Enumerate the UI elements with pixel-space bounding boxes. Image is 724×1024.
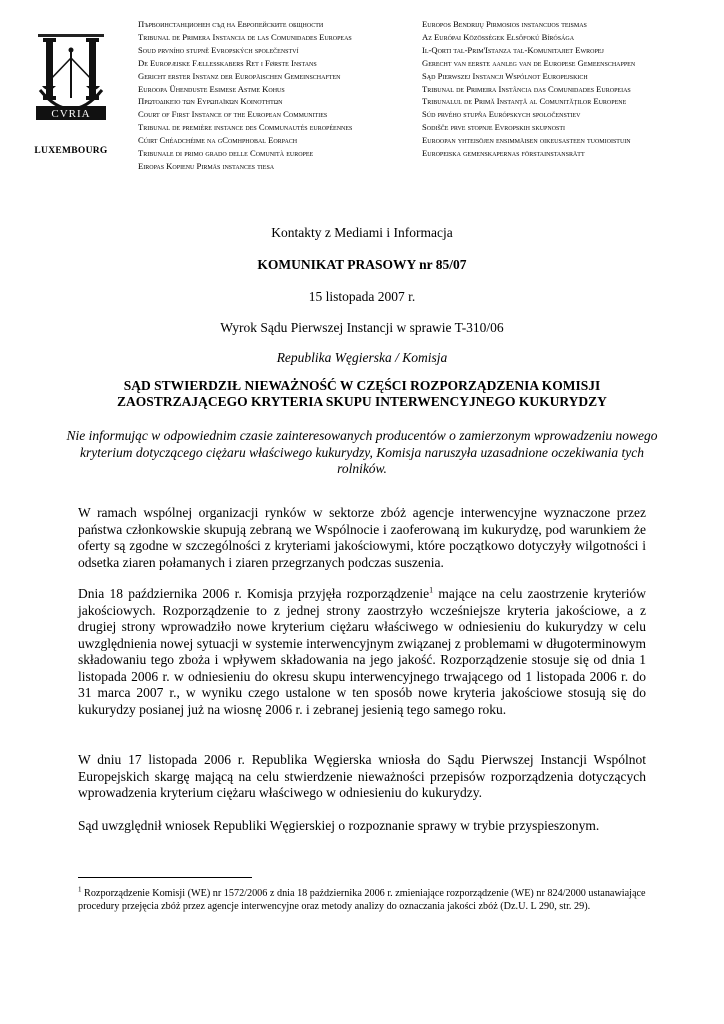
contact-line: Kontakty z Mediami i Informacja	[271, 225, 453, 240]
court-name: Tribunal de Primera Instancia de las Comunidades Europeas	[138, 31, 352, 42]
court-names-left	[138, 18, 352, 173]
case-parties: Republika Węgierska / Komisja	[276, 350, 448, 365]
court-name: Tribunale di primo grado delle Comunità europee	[138, 148, 314, 159]
court-name: Cúirt Chéadchéime na gComhphobal Eorpach	[138, 135, 298, 146]
logo-city: LUXEMBOURG	[34, 146, 108, 156]
court-name: Court of First Instance of the European Communities	[138, 109, 328, 120]
court-logo	[22, 28, 120, 156]
footnote-reference: 1	[429, 585, 434, 595]
headline	[0, 378, 724, 410]
court-name: Súd prvého stupňa Európskych spoločenstiev	[422, 109, 581, 120]
court-name: Πρωτοδικείο των Ευρωπαϊκών Κοινοτήτων	[138, 96, 283, 107]
paragraph-4: Sąd uwzględnił wniosek Republiki Węgierskiej o rozpoznanie sprawy w trybie przyspieszonym.	[78, 818, 600, 833]
release-date: 15 listopada 2007 r.	[308, 289, 416, 304]
court-names-right	[422, 18, 635, 160]
paragraph-1: W ramach wspólnej organizacji rynków w sektorze zbóż agencje interwencyjne wyznaczone przez państwa członkowskie skupują zebraną we Wspólnocie i zaoferowaną im kukurydzę, pod warunkiem że oferty są zgodne w szczególności z kryteriami jakościowymi, które początkowo dotyczyły wilgotności i odsetka ziaren połamanych i ziaren przegrzanych podczas suszenia.	[78, 505, 646, 570]
court-name: Tribunal de première instance des Communautés européennes	[138, 122, 353, 133]
court-name: Gericht erster Instanz der Europäischen Gemeinschaften	[138, 70, 341, 81]
judgment-reference: Wyrok Sądu Pierwszej Instancji w sprawie T-310/06	[220, 320, 504, 335]
court-name: Europeiska gemenskapernas förstainstansrätt	[422, 148, 585, 159]
footnote-number: 1	[78, 885, 82, 894]
paragraph-2	[78, 586, 646, 718]
court-name: Az Európai Közösségek Elsőfokú Bírósága	[422, 31, 575, 42]
court-name: Euroopan yhteisöjen ensimmäisen oikeusasteen tuomioistuin	[422, 135, 631, 146]
footnote-text: Rozporządzenie Komisji (WE) nr 1572/2006 z dnia 18 października 2006 r. zmieniające rozporządzenie (WE) nr 824/2000 ustanawiające procedury przejęcia zbóż przez agencje interwencyjne oraz metody analizy do oznaczania jakości zbóż (Dz.U. L 290, str. 29).	[78, 888, 646, 913]
headline-line: SĄD STWIERDZIŁ NIEWAŻNOŚĆ W CZĘŚCI ROZPORZĄDZENIA KOMISJI	[123, 378, 601, 393]
court-name: De Europæiske Fællesskabers Ret i Første Instans	[138, 57, 317, 68]
court-name: Sąd Pierwszej Instancji Wspólnot Europejskich	[422, 70, 588, 81]
footnote-divider	[78, 877, 252, 878]
curia-emblem-icon	[28, 28, 114, 140]
court-name: Tribunalul de Primă Instanță al Comunităților Europene	[422, 96, 627, 107]
court-name: Eiropas Kopienu Pirmās instances tiesa	[138, 160, 275, 171]
emblem-text: CVRIA	[51, 108, 91, 120]
footnote	[78, 887, 658, 913]
court-name: Tribunal de Primeira Instância das Comunidades Europeias	[422, 83, 631, 94]
press-release-number: KOMUNIKAT PRASOWY nr 85/07	[257, 257, 467, 272]
paragraph-2-text: Dnia 18 października 2006 r. Komisja przyjęła rozporządzenie	[78, 586, 430, 601]
summary: Nie informując w odpowiednim czasie zainteresowanych producentów o zamierzonym wprowadzeniu nowego kryterium dotyczącego ciężaru właściwego kukurydzy, Komisja naruszyła uzasadnione oczekiwania tych rolników.	[66, 428, 658, 476]
court-name: Euroopa Ühenduste Esimese Astme Kohus	[138, 83, 285, 94]
paragraph-2-text: mające na celu zaostrzenie kryteriów jakościowych. Rozporządzenie to z jednej strony zaostrzyło wcześniejsze kryteria jakościowe, a z drugiej strony wprowadziło nowe kryterium ciężaru właściwego w odniesieniu do kukurydzy w celu uwzględnienia nowej sytuacji w systemie interwencyjnym związanej z problemami w długoterminowym składowaniu tego zboża i wpływem składowania na jego jakość. Rozporządzenie stosuje się od dnia 1 listopada 2006 r. w odniesieniu do okresu skupu interwencyjnego trwającego od 1 listopada 2006 r. do 31 marca 2007 r., w wyniku czego ustalone w ten sposób nowe kryteria jakościowe stosują się do kukurydzy posianej już na wiosnę 2006 r. i zebranej jesienią tego samego roku.	[78, 586, 646, 717]
paragraph-3: W dniu 17 listopada 2006 r. Republika Węgierska wniosła do Sądu Pierwszej Instancji Wspólnot Europejskich skargę mającą na celu stwierdzenie nieważności przepisów rozporządzenia dotyczących wprowadzenia kryterium ciężaru właściwego w odniesieniu do kukurydzy.	[78, 752, 646, 800]
court-name: Първоинстанционен съд на Европейските общности	[138, 19, 324, 29]
court-name: Il-Qorti tal-Prim'Istanza tal-Komunitajiet Ewropej	[422, 44, 604, 55]
court-name: Gerecht van eerste aanleg van de Europese Gemeenschappen	[422, 57, 636, 68]
court-name: Soud prvního stupně Evropských společenství	[138, 44, 299, 55]
court-name: Sodišče prve stopnje Evropskih skupnosti	[422, 122, 566, 133]
headline-line: ZAOSTRZAJĄCEGO KRYTERIA SKUPU INTERWENCYJNEGO KUKURYDZY	[117, 394, 607, 409]
court-name: Europos Bendrijų Pirmosios instancijos teismas	[422, 19, 587, 29]
